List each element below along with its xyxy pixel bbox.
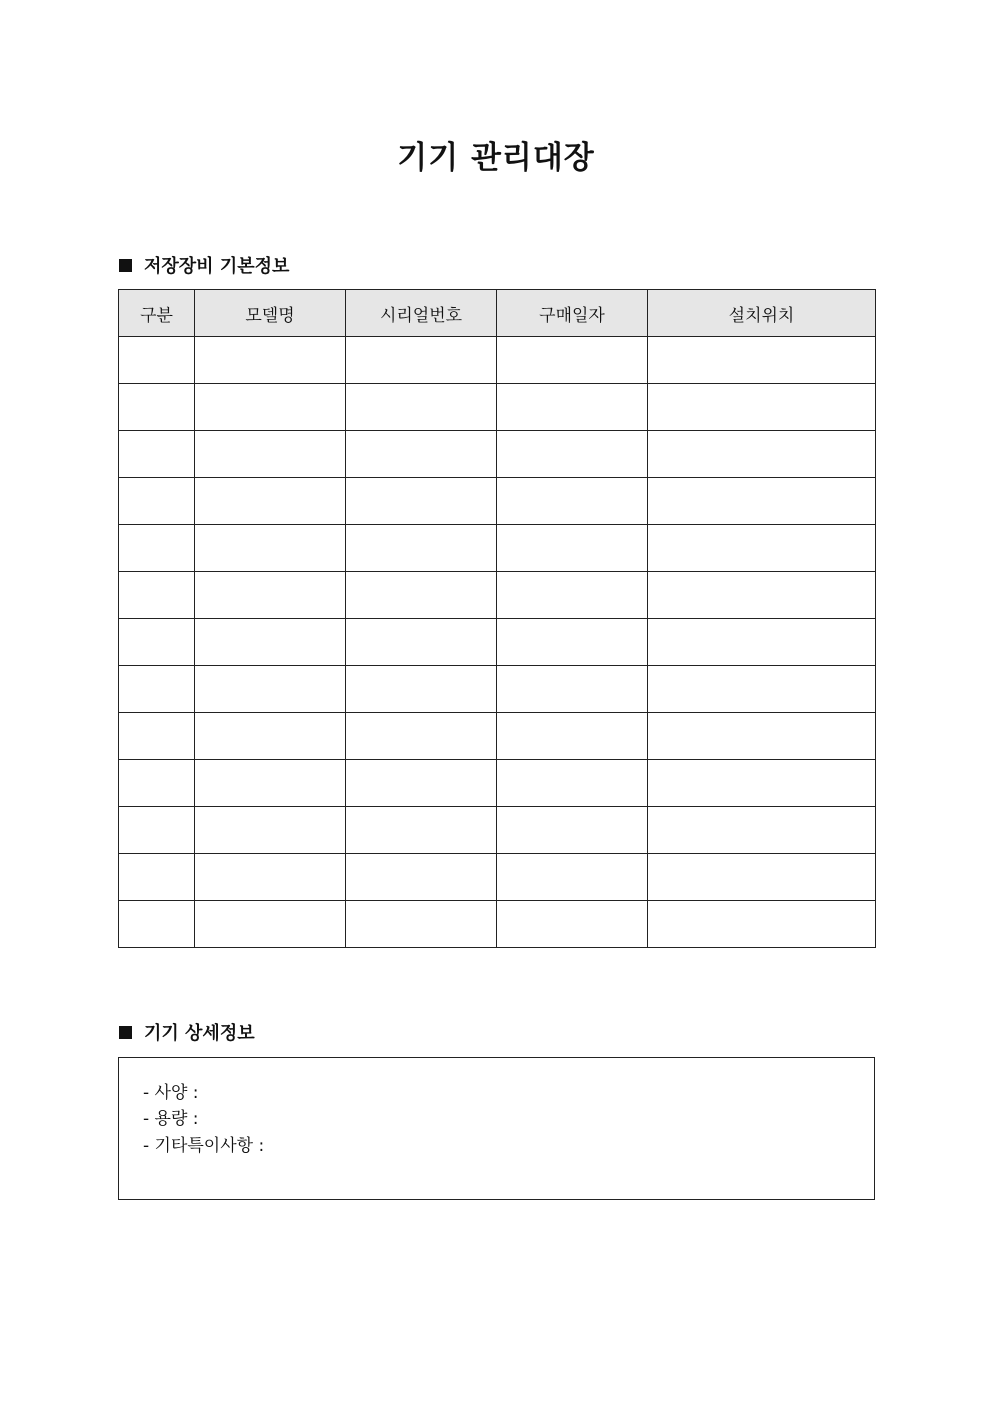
table-cell — [497, 807, 648, 854]
table-row — [119, 854, 876, 901]
table-cell — [195, 337, 346, 384]
column-header-location: 설치위치 — [648, 290, 876, 337]
table-cell — [346, 619, 497, 666]
table-row — [119, 525, 876, 572]
table-cell — [497, 901, 648, 948]
table-row — [119, 807, 876, 854]
table-row — [119, 384, 876, 431]
table-cell — [346, 384, 497, 431]
section-heading-detail-info — [119, 1019, 255, 1045]
table-cell — [497, 384, 648, 431]
table-cell — [119, 854, 195, 901]
table-cell — [119, 807, 195, 854]
table-cell — [119, 713, 195, 760]
table-cell — [497, 337, 648, 384]
table-cell — [119, 619, 195, 666]
table-row — [119, 713, 876, 760]
detail-line-notes: - 기타특이사항 : — [143, 1136, 265, 1156]
table-cell — [648, 478, 876, 525]
table-row — [119, 431, 876, 478]
table-row — [119, 337, 876, 384]
table-cell — [195, 807, 346, 854]
table-cell — [346, 854, 497, 901]
table-cell — [119, 666, 195, 713]
table-cell — [119, 478, 195, 525]
table-row — [119, 666, 876, 713]
column-header-model: 모델명 — [195, 290, 346, 337]
table-cell — [346, 478, 497, 525]
table-cell — [648, 337, 876, 384]
table-cell — [346, 713, 497, 760]
table-cell — [648, 807, 876, 854]
table-header-row — [119, 290, 876, 337]
table-cell — [648, 572, 876, 619]
table-cell — [346, 807, 497, 854]
table-cell — [119, 337, 195, 384]
table-cell — [346, 666, 497, 713]
table-cell — [497, 572, 648, 619]
table-cell — [195, 666, 346, 713]
table-cell — [195, 713, 346, 760]
table-row — [119, 572, 876, 619]
device-basic-info-table — [118, 289, 876, 948]
table-cell — [346, 572, 497, 619]
section-heading-basic-info — [119, 252, 289, 278]
table-cell — [648, 619, 876, 666]
table-cell — [497, 713, 648, 760]
table-cell — [648, 854, 876, 901]
table-body — [119, 337, 876, 948]
table-cell — [195, 619, 346, 666]
detail-info-box — [118, 1057, 875, 1200]
table-cell — [119, 572, 195, 619]
table-row — [119, 901, 876, 948]
detail-line-spec: - 사양 : — [143, 1083, 199, 1103]
table-cell — [119, 431, 195, 478]
table-cell — [497, 619, 648, 666]
table-cell — [195, 478, 346, 525]
table-cell — [195, 901, 346, 948]
table-cell — [648, 760, 876, 807]
table-cell — [497, 478, 648, 525]
table-cell — [195, 525, 346, 572]
table-cell — [346, 337, 497, 384]
table-cell — [346, 760, 497, 807]
section-heading-label: 저장장비 기본정보 — [144, 256, 290, 277]
table-cell — [648, 666, 876, 713]
table-cell — [195, 760, 346, 807]
table-cell — [346, 525, 497, 572]
table-cell — [648, 525, 876, 572]
table-row — [119, 619, 876, 666]
column-header-category: 구분 — [119, 290, 195, 337]
table-cell — [195, 431, 346, 478]
table-cell — [497, 666, 648, 713]
table-cell — [119, 901, 195, 948]
column-header-serial: 시리얼번호 — [346, 290, 497, 337]
table-cell — [648, 384, 876, 431]
page-title: 기기 관리대장 — [397, 140, 595, 176]
table-cell — [195, 854, 346, 901]
table-row — [119, 760, 876, 807]
table-cell — [497, 431, 648, 478]
table-cell — [648, 901, 876, 948]
table-cell — [119, 525, 195, 572]
table-cell — [119, 384, 195, 431]
table-cell — [346, 431, 497, 478]
table-cell — [195, 572, 346, 619]
section-heading-label: 기기 상세정보 — [144, 1023, 255, 1044]
table-cell — [119, 760, 195, 807]
table-cell — [648, 431, 876, 478]
square-bullet-icon — [119, 1026, 132, 1039]
table-cell — [497, 854, 648, 901]
detail-line-capacity: - 용량 : — [143, 1109, 199, 1129]
table-cell — [346, 901, 497, 948]
table-cell — [648, 713, 876, 760]
column-header-purchase-date: 구매일자 — [497, 290, 648, 337]
table-cell — [195, 384, 346, 431]
table-row — [119, 478, 876, 525]
table-cell — [497, 760, 648, 807]
square-bullet-icon — [119, 259, 132, 272]
table-cell — [497, 525, 648, 572]
